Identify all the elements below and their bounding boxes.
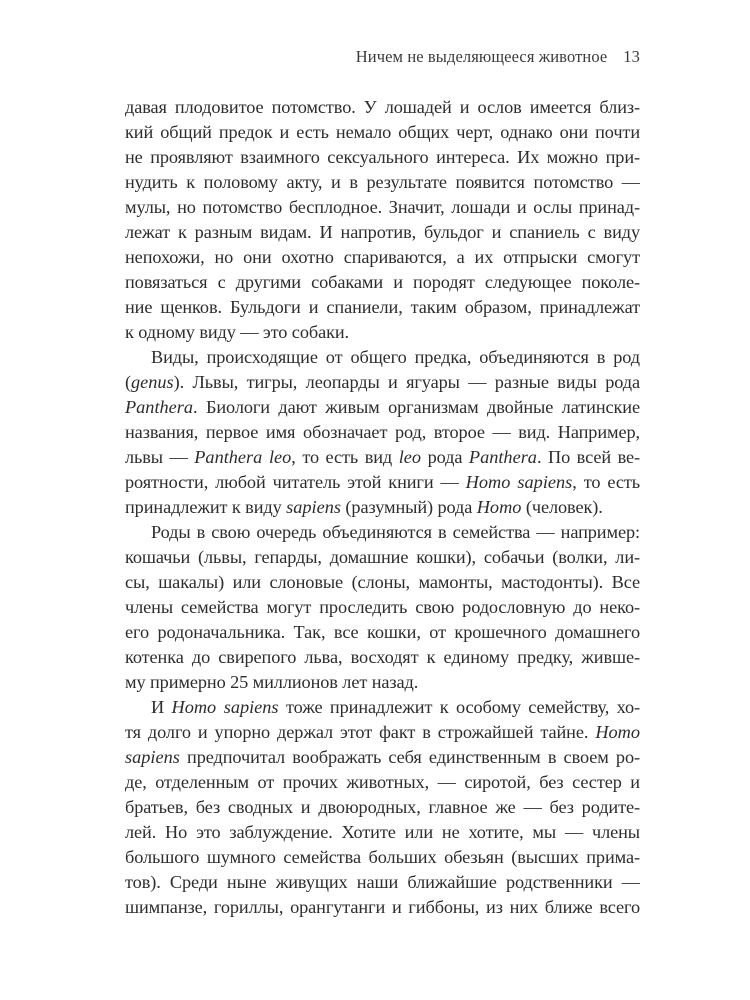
text-line: Panthera. Биологи дают живым организмам двойные латинские <box>125 397 640 417</box>
text-line: принадлежит к виду sapiens (разумный) рода Homo (человек). <box>125 497 603 517</box>
text-line: лежат к разным видам. И напротив, бульдог и спаниель с виду <box>125 222 640 242</box>
text-line: Роды в свою очередь объединяются в семейства — например: <box>151 522 640 542</box>
text-line: члены семейства могут проследить свою родословную до неко- <box>125 597 640 617</box>
text-line: шимпанзе, гориллы, орангутанги и гиббоны, из них ближе всего <box>125 897 640 917</box>
page-body <box>125 95 640 920</box>
text-line: му примерно 25 миллионов лет назад. <box>125 672 419 692</box>
text-line: роятности, любой читатель этой книги — Homo sapiens, то есть <box>125 472 640 492</box>
text-line: давая плодовитое потомство. У лошадей и ослов имеется близ- <box>125 97 640 117</box>
text-line: де, отделенным от прочих животных, — сиротой, без сестер и <box>125 772 640 792</box>
text-line: повязаться с другими собаками и породят следующее поколе- <box>125 272 640 292</box>
running-head <box>125 46 640 68</box>
text-line: И Homo sapiens тоже принадлежит к особому семейству, хо- <box>151 697 640 717</box>
page-number: 13 <box>623 47 640 66</box>
text-line: его родоначальника. Так, все кошки, от крошечного домашнего <box>125 622 640 642</box>
text-line: ние щенков. Бульдоги и спаниели, таким образом, принадлежат <box>125 297 640 317</box>
text-line: тов). Среди ныне живущих наши ближайшие родственники — <box>125 872 640 892</box>
text-line: кошачьи (львы, гепарды, домашние кошки), собачьи (волки, ли- <box>125 547 640 567</box>
text-line: лей. Но это заблуждение. Хотите или не хотите, мы — члены <box>125 822 640 842</box>
text-line: братьев, без сводных и двоюродных, главное же — без родите- <box>125 797 640 817</box>
text-line: сы, шакалы) или слоновые (слоны, мамонты, мастодонты). Все <box>125 572 640 592</box>
text-line: sapiens предпочитал воображать себя единственным в своем ро- <box>125 747 640 767</box>
text-line: тя долго и упорно держал этот факт в строжайшей тайне. Homo <box>125 722 640 742</box>
text-line: мулы, но потомство бесплодное. Значит, лошади и ослы принад- <box>125 197 640 217</box>
text-line: Виды, происходящие от общего предка, объединяются в род <box>151 347 640 367</box>
text-line: кий общий предок и есть немало общих черт, однако они почти <box>125 122 640 142</box>
text-line: непохожи, но они охотно спариваются, а их отпрыски смогут <box>125 247 640 267</box>
text-line: (genus). Львы, тигры, леопарды и ягуары — разные виды рода <box>125 372 640 392</box>
text-line: нудить к половому акту, и в результате появится потомство — <box>125 172 640 192</box>
chapter-title: Ничем не выделяющееся животное <box>355 47 608 66</box>
text-line: не проявляют взаимного сексуального интереса. Их можно при- <box>125 147 640 167</box>
text-line: большого шумного семейства больших обезьян (высших прима- <box>125 847 640 867</box>
text-line: львы — Panthera leo, то есть вид leo рода Panthera. По всей ве- <box>125 447 640 467</box>
text-line: названия, первое имя обозначает род, второе — вид. Например, <box>125 422 640 442</box>
text-line: котенка до свирепого льва, восходят к единому предку, живше- <box>125 647 640 667</box>
text-line: к одному виду — это собаки. <box>125 322 350 342</box>
